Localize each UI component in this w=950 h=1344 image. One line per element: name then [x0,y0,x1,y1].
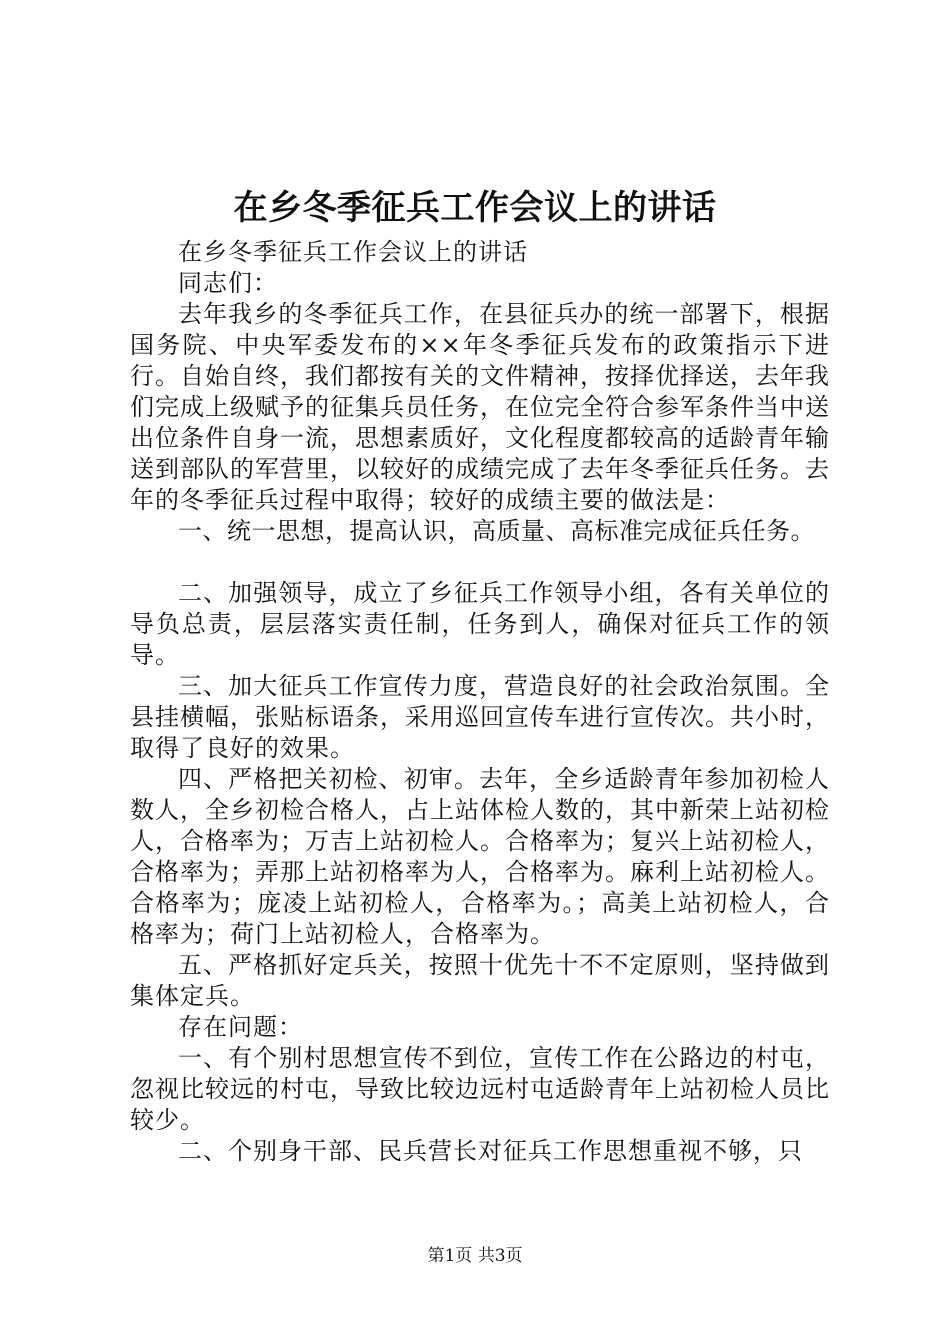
page-footer: 第1页 共3页 [427,1246,523,1266]
document-title: 在乡冬季征兵工作会议上的讲话 [233,188,717,228]
body-paragraph: 一、有个别村思想宣传不到位，宣传工作在公路边的村屯，忽视比较远的村屯，导致比较边远村屯适龄青年上站初检人员比较少。 [130,1044,830,1134]
section-heading-paragraph: 存在问题： [178,1013,303,1041]
subtitle-paragraph: 在乡冬季征兵工作会议上的讲话 [178,238,528,266]
salutation-paragraph: 同志们： [178,269,278,297]
body-paragraph: 一、统一思想，提高认识，高质量、高标准完成征兵任务。 [178,517,815,545]
body-paragraph: 二、加强领导，成立了乡征兵工作领导小组，各有关单位的导负总责，层层落实责任制，任务到人，确保对征兵工作的领导。 [130,579,830,669]
body-paragraph: 四、严格把关初检、初审。去年，全乡适龄青年参加初检人数人，全乡初检合格人，占上站体检人数的，其中新荣上站初检人，合格率为；万吉上站初检人。合格率为；复兴上站初检人，合格率为；弄那上站初格率为人，合格率为。麻利上站初检人。合格率为；庞凌上站初检人，合格率为。；高美上站初检人，合格率为；荷门上站初检人，合格率为。 [130,765,830,948]
body-paragraph: 去年我乡的冬季征兵工作，在县征兵办的统一部署下，根据国务院、中央军委发布的××年冬季征兵发布的政策指示下进行。自始自终，我们都按有关的文件精神，按择优择送，去年我们完成上级赋予的征集兵员任务，在位完全符合参军条件当中送出位条件自身一流，思想素质好，文化程度都较高的适龄青年输送到部队的军营里，以较好的成绩完成了去年冬季征兵任务。去年的冬季征兵过程中取得；较好的成绩主要的做法是： [130,300,830,514]
body-paragraph: 二、个别身干部、民兵营长对征兵工作思想重视不够，只 [178,1137,803,1165]
body-paragraph: 三、加大征兵工作宣传力度，营造良好的社会政治氛围。全县挂横幅，张贴标语条，采用巡回宣传车进行宣传次。共小时，取得了良好的效果。 [130,672,830,762]
body-paragraph: 五、严格抓好定兵关，按照十优先十不不定原则，坚持做到集体定兵。 [130,951,830,1010]
document-body [130,237,830,1167]
